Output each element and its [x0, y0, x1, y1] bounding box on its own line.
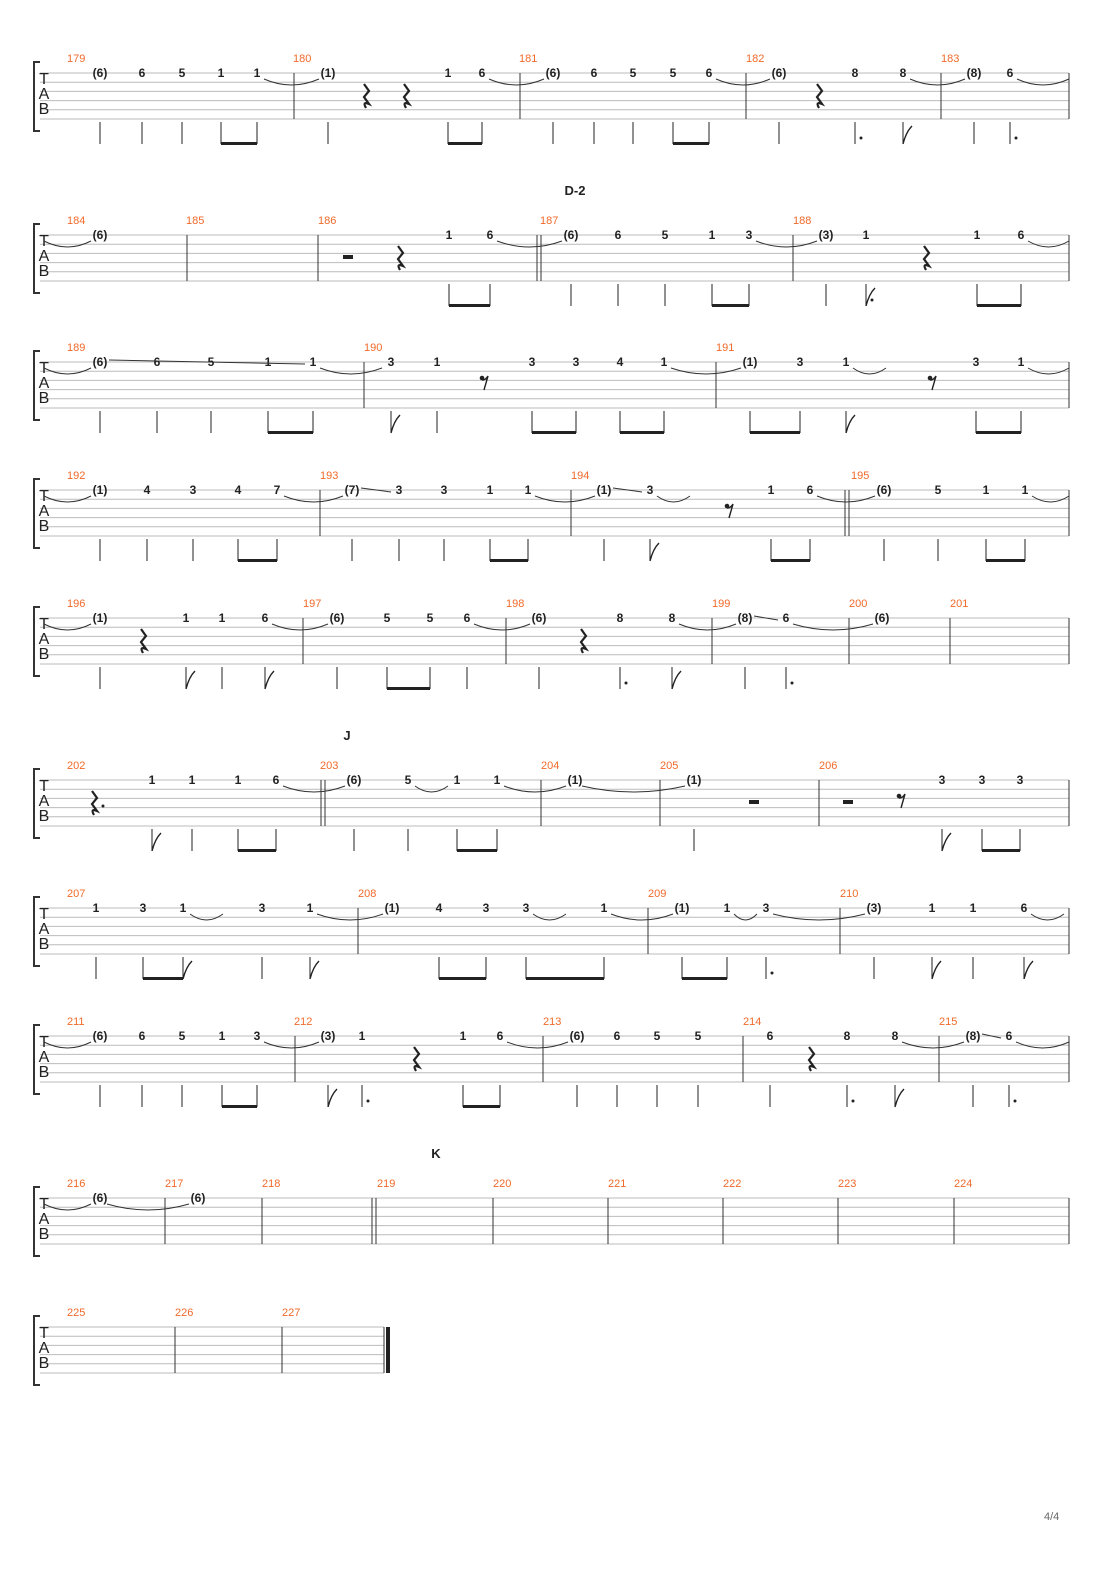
note-flag	[328, 1089, 337, 1107]
measure-number: 197	[303, 598, 322, 610]
measure-number: 188	[793, 215, 812, 227]
tab-clef-letter: B	[38, 646, 50, 663]
dotted-note	[871, 299, 874, 302]
measure-number: 224	[954, 1178, 973, 1190]
fret-number: (6)	[771, 66, 787, 80]
fret-number: 8	[668, 611, 676, 625]
fret-number: 6	[1005, 1029, 1013, 1043]
fret-number: 1	[253, 66, 261, 80]
measure-number: 213	[543, 1016, 562, 1028]
fret-number: (7)	[344, 483, 360, 497]
beam	[449, 304, 490, 307]
fret-number: 1	[493, 773, 501, 787]
beam	[439, 977, 486, 980]
measure-number: 200	[849, 598, 868, 610]
beam	[977, 304, 1021, 307]
tab-system	[34, 1146, 1069, 1256]
note-flag	[1024, 961, 1033, 979]
fret-number: 6	[272, 773, 280, 787]
quarter-rest	[414, 1047, 419, 1071]
tab-clef-letter: T	[39, 1196, 49, 1213]
measure-number: 180	[293, 53, 312, 65]
fret-number: 3	[745, 228, 753, 242]
fret-number: 1	[148, 773, 156, 787]
fret-number: 5	[669, 66, 677, 80]
note-flag	[152, 833, 161, 851]
fret-number: 3	[972, 355, 980, 369]
fret-number: 8	[843, 1029, 851, 1043]
note-flag	[391, 415, 400, 433]
fret-number: 4	[435, 901, 443, 915]
fret-number: 5	[426, 611, 434, 625]
measure-number: 217	[165, 1178, 184, 1190]
beam	[982, 849, 1020, 852]
dotted-note	[625, 682, 628, 685]
tab-clef-letter: A	[38, 793, 50, 810]
fret-number: 6	[496, 1029, 504, 1043]
measure-number: 215	[939, 1016, 958, 1028]
note-flag	[310, 961, 319, 979]
tab-clef-letter: T	[39, 778, 49, 795]
tab-clef-letter: A	[38, 1049, 50, 1066]
fret-number: 4	[616, 355, 624, 369]
note-flag	[942, 833, 951, 851]
fret-number: 5	[694, 1029, 702, 1043]
tab-system	[34, 470, 1069, 562]
fret-number: 5	[934, 483, 942, 497]
fret-number: (3)	[818, 228, 834, 242]
note-flag	[895, 1089, 904, 1107]
fret-number: 6	[486, 228, 494, 242]
fret-number: (6)	[876, 483, 892, 497]
fret-number: 8	[891, 1029, 899, 1043]
beam	[490, 559, 528, 562]
fret-number: 6	[766, 1029, 774, 1043]
fret-number: 1	[660, 355, 668, 369]
note-flag	[903, 126, 912, 144]
measure-number: 191	[716, 342, 735, 354]
measure-number: 223	[838, 1178, 857, 1190]
fret-number: 1	[708, 228, 716, 242]
dotted-note	[1014, 1100, 1017, 1103]
beam	[448, 142, 482, 145]
quarter-rest	[809, 1047, 814, 1071]
fret-number: (6)	[92, 66, 108, 80]
measure-number: 201	[950, 598, 969, 610]
tab-clef-letter: B	[38, 518, 50, 535]
tab-clef-letter: A	[38, 921, 50, 938]
fret-number: 4	[143, 483, 151, 497]
tab-clef-letter: B	[38, 263, 50, 280]
tab-system	[34, 598, 1069, 690]
measure-number: 221	[608, 1178, 627, 1190]
fret-number: 1	[444, 66, 452, 80]
tab-clef-letter: T	[39, 71, 49, 88]
measure-number: 183	[941, 53, 960, 65]
measure-number: 226	[175, 1307, 194, 1319]
fret-number: (1)	[742, 355, 758, 369]
measure-number: 214	[743, 1016, 762, 1028]
beam	[532, 431, 576, 434]
fret-number: 7	[273, 483, 281, 497]
beam	[238, 559, 277, 562]
fret-number: 3	[762, 901, 770, 915]
measure-number: 222	[723, 1178, 742, 1190]
fret-number: (8)	[966, 66, 982, 80]
fret-number: 3	[528, 355, 536, 369]
tab-clef-letter: B	[38, 1355, 50, 1372]
measure-number: 216	[67, 1178, 86, 1190]
half-rest	[843, 800, 853, 804]
note-flag	[186, 671, 195, 689]
measure-number: 181	[519, 53, 538, 65]
fret-number: 5	[178, 1029, 186, 1043]
fret-number: 6	[138, 1029, 146, 1043]
note-flag	[183, 961, 192, 979]
half-rest	[749, 800, 759, 804]
fret-number: 6	[138, 66, 146, 80]
tab-clef-letter: T	[39, 906, 49, 923]
fret-number: 6	[478, 66, 486, 80]
fret-number: 1	[1021, 483, 1029, 497]
fret-number: 3	[440, 483, 448, 497]
measure-number: 227	[282, 1307, 301, 1319]
dotted-note	[1015, 137, 1018, 140]
fret-number: (3)	[866, 901, 882, 915]
fret-number: 6	[613, 1029, 621, 1043]
tab-clef-letter: T	[39, 616, 49, 633]
beam	[238, 849, 276, 852]
quarter-rest	[817, 84, 822, 108]
fret-number: 5	[629, 66, 637, 80]
beam	[750, 431, 800, 434]
fret-number: 1	[218, 611, 226, 625]
section-label: J	[343, 728, 351, 743]
fret-number: (1)	[674, 901, 690, 915]
beam	[771, 559, 810, 562]
fret-number: (6)	[545, 66, 561, 80]
fret-number: 1	[862, 228, 870, 242]
measure-number: 187	[540, 215, 559, 227]
measure-number: 192	[67, 470, 86, 482]
fret-number: 3	[646, 483, 654, 497]
fret-number: (1)	[384, 901, 400, 915]
measure-number: 194	[571, 470, 590, 482]
fret-number: (1)	[686, 773, 702, 787]
measure-number: 207	[67, 888, 86, 900]
page-number: 4/4	[1044, 1511, 1060, 1523]
measure-number: 211	[67, 1016, 85, 1028]
fret-number: 1	[445, 228, 453, 242]
fret-number: 6	[463, 611, 471, 625]
fret-number: 3	[258, 901, 266, 915]
fret-number: (6)	[346, 773, 362, 787]
beam	[620, 431, 664, 434]
tab-clef-letter: A	[38, 503, 50, 520]
measure-number: 190	[364, 342, 383, 354]
fret-number: 6	[261, 611, 269, 625]
fret-number: (1)	[596, 483, 612, 497]
fret-number: 5	[383, 611, 391, 625]
fret-number: (6)	[531, 611, 547, 625]
fret-number: 1	[982, 483, 990, 497]
fret-number: (1)	[92, 611, 108, 625]
fret-number: (6)	[190, 1191, 206, 1205]
tab-clef-letter: B	[38, 390, 50, 407]
fret-number: 6	[1017, 228, 1025, 242]
tab-system	[34, 53, 1069, 145]
fret-number: 1	[973, 228, 981, 242]
tab-clef-letter: B	[38, 936, 50, 953]
fret-number: 1	[433, 355, 441, 369]
fret-number: 8	[616, 611, 624, 625]
tab-clef-letter: A	[38, 1211, 50, 1228]
measure-number: 225	[67, 1307, 86, 1319]
measure-number: 203	[320, 760, 339, 772]
fret-number: 4	[234, 483, 242, 497]
fret-number: 6	[1020, 901, 1028, 915]
fret-number: 3	[522, 901, 530, 915]
measure-number: 205	[660, 760, 679, 772]
tab-clef-letter: B	[38, 1064, 50, 1081]
measure-number: 189	[67, 342, 86, 354]
fret-number: 1	[188, 773, 196, 787]
fret-number: 3	[189, 483, 197, 497]
fret-number: 3	[253, 1029, 261, 1043]
fret-number: 8	[851, 66, 859, 80]
fret-number: 1	[309, 355, 317, 369]
tab-clef-letter: B	[38, 1226, 50, 1243]
beam	[268, 431, 313, 434]
measure-number: 193	[320, 470, 339, 482]
fret-number: (6)	[563, 228, 579, 242]
measure-number: 185	[186, 215, 205, 227]
measure-number: 220	[493, 1178, 512, 1190]
tab-system	[34, 342, 1069, 434]
fret-number: (6)	[92, 1029, 108, 1043]
tab-clef-letter: A	[38, 248, 50, 265]
measure-number: 202	[67, 760, 86, 772]
fret-number: (6)	[92, 355, 108, 369]
fret-number: 1	[600, 901, 608, 915]
note-flag	[265, 671, 274, 689]
measure-number: 199	[712, 598, 731, 610]
measure-number: 212	[294, 1016, 313, 1028]
tab-clef-letter: T	[39, 233, 49, 250]
measure-number: 210	[840, 888, 859, 900]
fret-number: (6)	[874, 611, 890, 625]
dotted-note	[852, 1100, 855, 1103]
fret-number: 1	[234, 773, 242, 787]
measure-number: 195	[851, 470, 870, 482]
measure-number: 184	[67, 215, 86, 227]
tab-clef-letter: T	[39, 1034, 49, 1051]
fret-number: 6	[590, 66, 598, 80]
beam	[712, 304, 749, 307]
fret-number: (1)	[567, 773, 583, 787]
beam	[222, 1105, 257, 1108]
fret-number: 6	[782, 611, 790, 625]
fret-number: (6)	[92, 228, 108, 242]
fret-number: 1	[524, 483, 532, 497]
fret-number: 3	[572, 355, 580, 369]
fret-number: 1	[767, 483, 775, 497]
section-label: K	[431, 1146, 441, 1161]
tab-clef-letter: T	[39, 360, 49, 377]
fret-number: 5	[178, 66, 186, 80]
fret-number: 8	[899, 66, 907, 80]
quarter-rest	[141, 629, 146, 653]
measure-number: 209	[648, 888, 667, 900]
fret-number: 1	[358, 1029, 366, 1043]
fret-number: (1)	[92, 483, 108, 497]
fret-number: 1	[217, 66, 225, 80]
measure-number: 186	[318, 215, 337, 227]
tab-system	[34, 728, 1069, 852]
fret-number: 1	[1017, 355, 1025, 369]
tab-clef-letter: A	[38, 631, 50, 648]
fret-number: 1	[92, 901, 100, 915]
beam	[143, 977, 183, 980]
final-barline	[386, 1327, 390, 1373]
note-flag	[846, 415, 855, 433]
fret-number: 6	[705, 66, 713, 80]
fret-number: 6	[806, 483, 814, 497]
measure-number: 208	[358, 888, 377, 900]
fret-number: 1	[969, 901, 977, 915]
fret-number: 1	[453, 773, 461, 787]
note-flag	[672, 671, 681, 689]
fret-number: 6	[153, 355, 161, 369]
quarter-rest	[364, 84, 369, 108]
fret-number: 1	[459, 1029, 467, 1043]
half-rest	[343, 255, 353, 259]
fret-number: 1	[179, 901, 187, 915]
fret-number: 1	[218, 1029, 226, 1043]
beam	[221, 142, 257, 145]
dotted-note	[367, 1100, 370, 1103]
measure-number: 198	[506, 598, 525, 610]
quarter-rest	[398, 246, 403, 270]
fret-number: 5	[404, 773, 412, 787]
tab-clef-letter: B	[38, 101, 50, 118]
tab-system	[34, 1016, 1069, 1108]
fret-number: 5	[661, 228, 669, 242]
fret-number: 3	[796, 355, 804, 369]
tab-system	[34, 888, 1069, 980]
fret-number: (3)	[320, 1029, 336, 1043]
note-flag	[866, 288, 875, 306]
fret-number: 1	[842, 355, 850, 369]
fret-number: 1	[306, 901, 314, 915]
section-label: D-2	[564, 183, 586, 198]
dotted-note	[860, 137, 863, 140]
measure-number: 179	[67, 53, 86, 65]
tab-clef-letter: B	[38, 808, 50, 825]
beam	[986, 559, 1025, 562]
tab-clef-letter: T	[39, 1325, 49, 1342]
fret-number: 1	[723, 901, 731, 915]
tab-system	[34, 1307, 390, 1385]
fret-number: 1	[182, 611, 190, 625]
fret-number: (1)	[320, 66, 336, 80]
fret-number: (8)	[737, 611, 753, 625]
fret-number: 1	[264, 355, 272, 369]
quarter-rest	[924, 246, 929, 270]
measure-number: 218	[262, 1178, 281, 1190]
fret-number: 3	[938, 773, 946, 787]
tab-clef-letter: A	[38, 375, 50, 392]
tab-clef-letter: A	[38, 1340, 50, 1357]
fret-number: (6)	[92, 1191, 108, 1205]
fret-number: 3	[387, 355, 395, 369]
measure-number: 204	[541, 760, 560, 772]
measure-number: 219	[377, 1178, 396, 1190]
quarter-rest	[581, 629, 586, 653]
dotted-note	[791, 682, 794, 685]
note-flag	[932, 961, 941, 979]
measure-number: 182	[746, 53, 765, 65]
tab-clef-letter: A	[38, 86, 50, 103]
beam	[387, 687, 430, 690]
dotted-note	[771, 972, 774, 975]
tab-system	[34, 183, 1069, 307]
measure-number: 206	[819, 760, 838, 772]
fret-number: 3	[978, 773, 986, 787]
beam	[682, 977, 727, 980]
fret-number: 3	[482, 901, 490, 915]
fret-number: 1	[928, 901, 936, 915]
fret-number: 3	[395, 483, 403, 497]
fret-number: 6	[1006, 66, 1014, 80]
fret-number: 6	[614, 228, 622, 242]
measure-number: 196	[67, 598, 86, 610]
beam	[463, 1105, 500, 1108]
beam	[673, 142, 709, 145]
fret-number: (6)	[329, 611, 345, 625]
fret-number: 5	[653, 1029, 661, 1043]
fret-number: (6)	[569, 1029, 585, 1043]
fret-number: 3	[139, 901, 147, 915]
rest-dot	[102, 805, 105, 808]
tab-clef-letter: T	[39, 488, 49, 505]
beam	[526, 977, 604, 980]
note-flag	[650, 543, 659, 561]
quarter-rest	[404, 84, 409, 108]
fret-number: 3	[1016, 773, 1024, 787]
beam	[976, 431, 1021, 434]
quarter-rest	[92, 791, 97, 815]
beam	[457, 849, 497, 852]
fret-number: (8)	[965, 1029, 981, 1043]
fret-number: 1	[486, 483, 494, 497]
